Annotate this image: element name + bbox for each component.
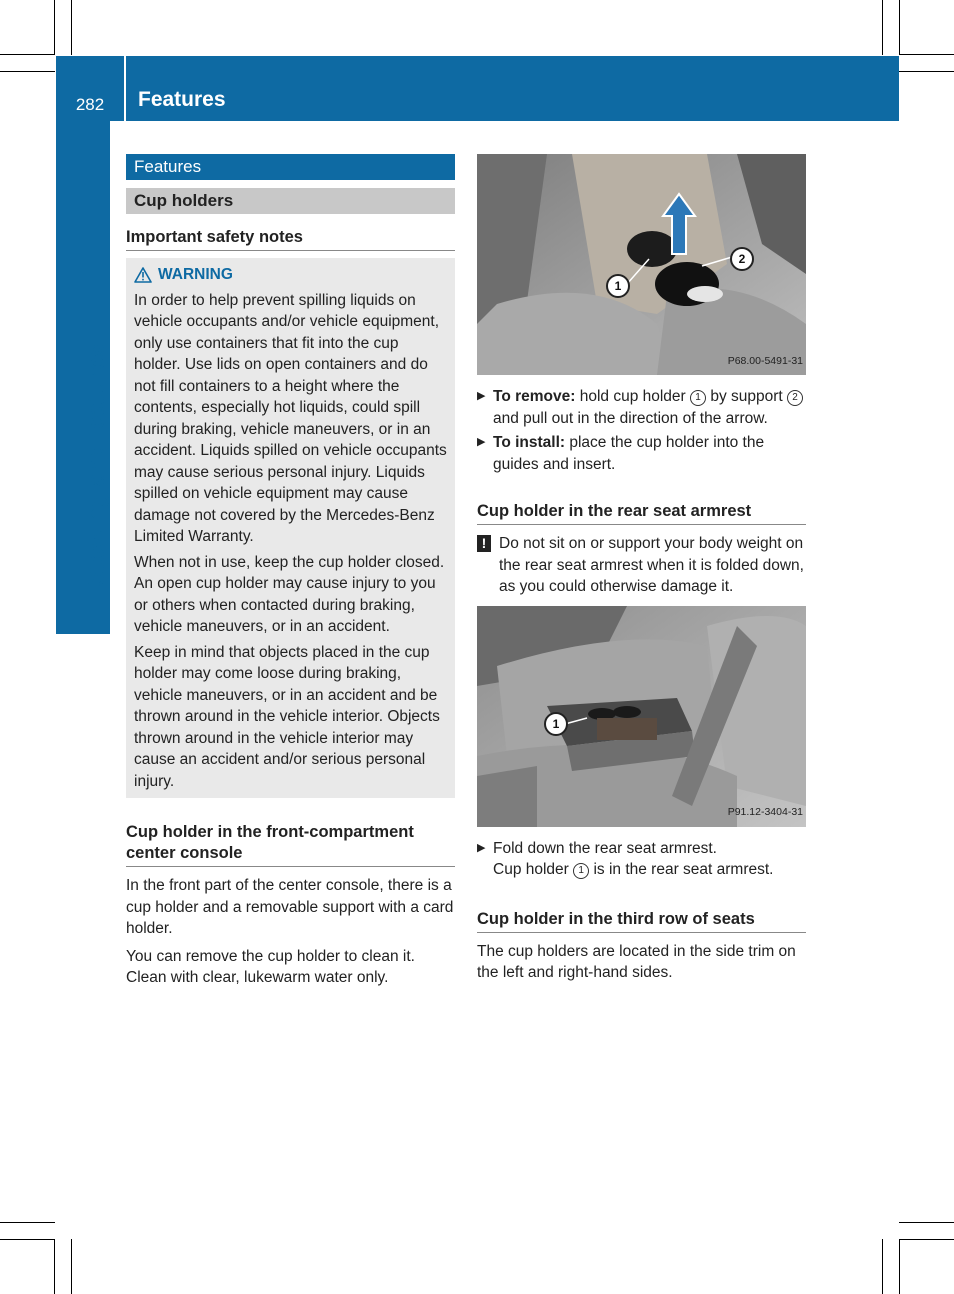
step-text: place the cup holder into the guides and insert.: [493, 434, 765, 473]
crop-mark: [71, 0, 72, 55]
step-text: Cup holder: [493, 861, 574, 878]
rear-armrest-illustration: [477, 606, 806, 827]
body-paragraph: In the front part of the center console, there is a cup holder and a removable support with a card holder.: [126, 877, 454, 937]
crop-mark: [899, 1222, 954, 1223]
rear-note-text: Do not sit on or support your body weight on the rear seat armrest when it is folded down, as you could otherwise damage it.: [499, 535, 804, 595]
fold-step: [477, 838, 806, 881]
header-divider: [124, 56, 126, 121]
callout-2: 2: [730, 247, 754, 271]
step-text: hold cup holder: [575, 388, 691, 405]
warning-title-row: [134, 264, 447, 286]
crop-mark: [882, 0, 883, 55]
front-console-heading: Cup holder in the front-compartment center console: [126, 822, 455, 867]
body-paragraph: The cup holders are located in the side trim on the left and right-hand sides.: [477, 942, 796, 981]
center-console-illustration: [477, 154, 806, 375]
step-text: Fold down the rear seat armrest.: [493, 839, 717, 857]
rear-armrest-heading: Cup holder in the rear seat armrest: [477, 501, 806, 525]
install-step-text: [493, 432, 806, 475]
page-title: Features: [138, 88, 226, 111]
section-title: Features: [126, 154, 455, 180]
body-paragraph: You can remove the cup holder to clean it. Clean with clear, lukewarm water only.: [126, 947, 415, 986]
crop-mark: [899, 71, 954, 72]
crop-mark: [71, 1239, 72, 1294]
callout-ref-1: 1: [573, 863, 589, 879]
step-label: To remove:: [493, 388, 576, 405]
crop-mark: [899, 1239, 954, 1240]
crop-mark: [0, 54, 55, 55]
step-label: To install:: [493, 434, 566, 451]
install-step: [477, 432, 806, 475]
crop-mark: [54, 0, 55, 55]
warning-paragraph: Keep in mind that objects placed in the cup holder may come loose during braking, vehicle maneuvers, or in an accident and be thrown around in the vehicle interior. Objects thrown around in the vehicle interior may cause an accident and/or serious personal injury.: [134, 643, 440, 790]
photo-code: P68.00-5491-31: [727, 354, 803, 367]
photo-code: P91.12-3404-31: [727, 806, 803, 818]
crop-mark: [882, 1239, 883, 1294]
right-column: [477, 154, 806, 984]
remove-step-text: [493, 386, 806, 429]
warning-triangle-icon: [134, 267, 152, 283]
crop-mark: [899, 54, 954, 55]
step-arrow-icon: ▶: [477, 841, 486, 854]
step-text: and pull out in the direction of the arrow.: [493, 409, 768, 427]
third-row-heading: Cup holder in the third row of seats: [477, 909, 806, 933]
step-arrow-icon: ▶: [477, 436, 486, 448]
step-text: is in the rear seat armrest.: [589, 861, 774, 878]
crop-mark: [0, 1222, 55, 1223]
warning-box: [126, 258, 455, 798]
callout-1: 1: [606, 274, 630, 298]
center-console-photo: [477, 154, 806, 375]
crop-mark: [54, 1239, 55, 1294]
fold-step-text: [493, 838, 773, 881]
subsection-title: Cup holders: [126, 188, 455, 214]
warning-title: WARNING: [158, 266, 233, 283]
callout-1: 1: [544, 712, 568, 736]
callout-ref-2: 2: [787, 390, 803, 406]
crop-mark: [899, 0, 900, 55]
safety-heading: Important safety notes: [126, 227, 455, 251]
rear-armrest-photo: [477, 606, 806, 827]
step-text: by support: [706, 388, 788, 405]
chapter-label: Stowing and features: [83, 343, 110, 587]
left-column: [126, 154, 455, 989]
page-number: 282: [75, 95, 105, 114]
step-arrow-icon: ▶: [477, 390, 486, 402]
remove-step: [477, 386, 806, 429]
warning-paragraph: When not in use, keep the cup holder closed. An open cup holder may cause injury to you or others when contacted during braking, vehicle maneuvers, or in an accident.: [134, 553, 445, 635]
crop-mark: [0, 71, 55, 72]
notice-icon: !: [477, 535, 491, 552]
callout-ref-1: 1: [690, 390, 706, 406]
warning-paragraph: In order to help prevent spilling liquids on vehicle occupants and/or vehicle equipment, only use containers that fit into the cup holder. Use lids on open containers and do not fill containers to a height where the contents, especially hot liquids, could spill during braking, vehicle maneuvers, or in an accident. Liquids spilled on vehicle occupants may cause serious personal injury. Liquids spilled on vehicle equipment may cause damage not covered by the Mercedes-Benz Limited Warranty.: [134, 291, 447, 545]
crop-mark: [899, 1239, 900, 1294]
rear-note: [477, 533, 806, 598]
crop-mark: [0, 1239, 55, 1240]
